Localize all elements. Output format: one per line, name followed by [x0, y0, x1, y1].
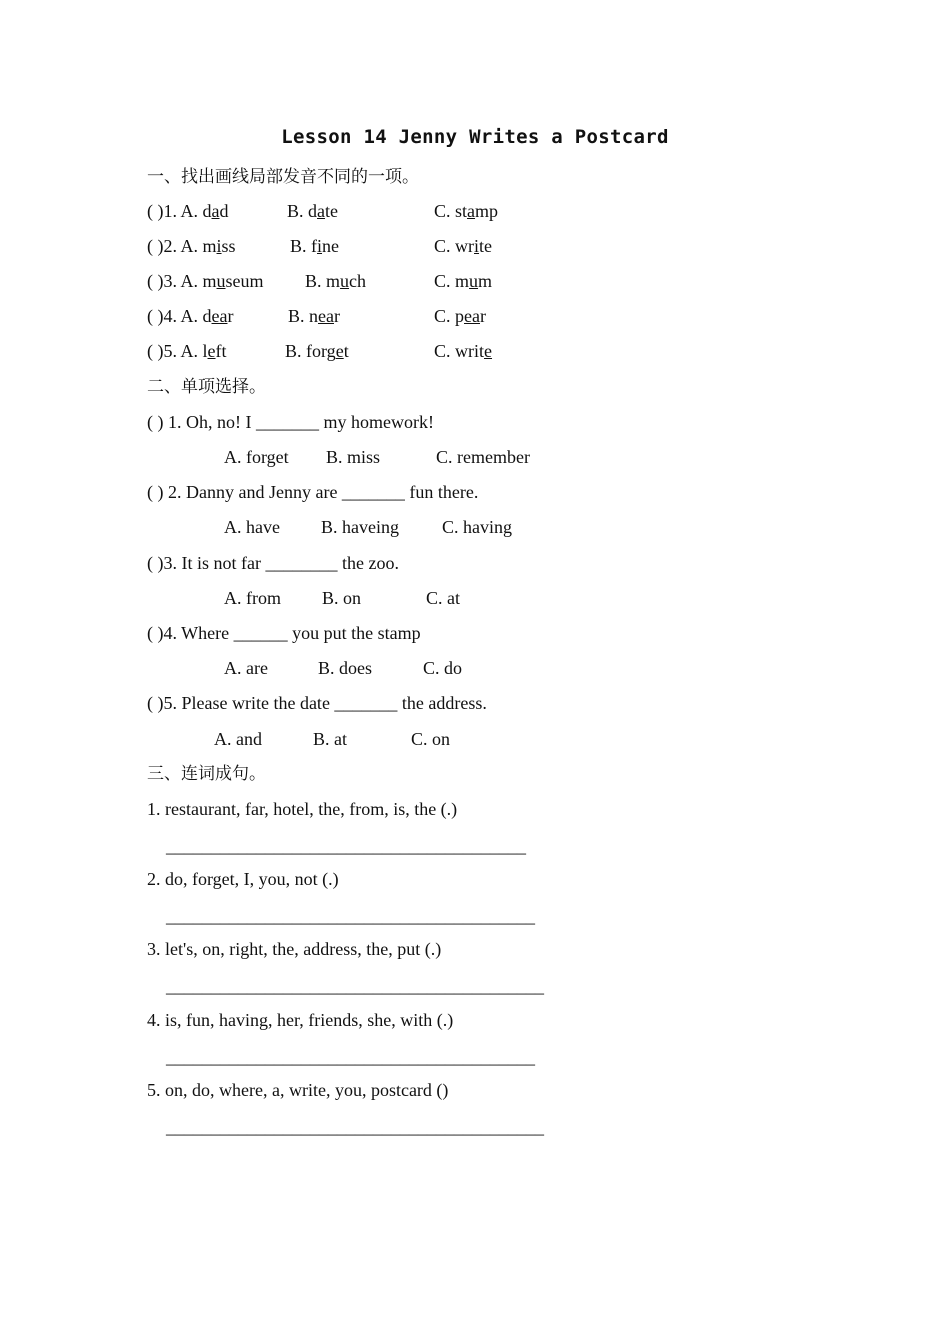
option-a: A. forget	[224, 447, 289, 467]
option-b: B. near	[288, 306, 340, 326]
answer-line-4[interactable]: _________________________________________	[166, 1047, 535, 1067]
section1-heading: 一、找出画线局部发音不同的一项。	[147, 167, 419, 187]
item-number: ( )3. A. museum	[147, 271, 264, 291]
item-number: ( )5. A. left	[147, 341, 227, 361]
option-a: A. are	[224, 658, 268, 678]
option-c: C. having	[442, 517, 512, 537]
option-a: A. from	[224, 588, 281, 608]
answer-line-3[interactable]: __________________________________________	[166, 976, 544, 996]
option-b: B. does	[318, 658, 372, 678]
option-c: C. at	[426, 588, 460, 608]
option-c: C. on	[411, 729, 451, 749]
sentence-prompt-4: 4. is, fun, having, her, friends, she, with (.)	[147, 1010, 454, 1030]
choice-question-4: ( )4. Where ______ you put the stamp	[147, 623, 421, 643]
choice-question-2: ( ) 2. Danny and Jenny are _______ fun there.	[147, 482, 479, 502]
option-b: B. miss	[326, 447, 381, 467]
answer-line-5[interactable]: __________________________________________	[166, 1117, 544, 1137]
answer-line-1[interactable]: ________________________________________	[166, 836, 526, 856]
sentence-prompt-3: 3. let's, on, right, the, address, the, put (.)	[147, 939, 442, 959]
item-number: ( )1. A. dad	[147, 201, 229, 221]
option-a: A. and	[214, 729, 262, 749]
choice-question-5: ( )5. Please write the date _______ the address.	[147, 693, 487, 713]
option-b: B. on	[322, 588, 362, 608]
worksheet-title: Lesson 14 Jenny Writes a Postcard	[281, 126, 669, 148]
option-b: B. forget	[285, 341, 349, 361]
option-c: C. write	[434, 341, 493, 361]
option-b: B. haveing	[321, 517, 399, 537]
option-c: C. pear	[434, 306, 486, 326]
option-b: B. much	[305, 271, 367, 291]
sentence-prompt-2: 2. do, forget, I, you, not (.)	[147, 869, 339, 889]
option-a: A. have	[224, 517, 280, 537]
section3-heading: 三、连词成句。	[147, 764, 266, 784]
option-b: B. date	[287, 201, 339, 221]
choice-question-1: ( ) 1. Oh, no! I _______ my homework!	[147, 412, 434, 432]
sentence-prompt-5: 5. on, do, where, a, write, you, postcard ()	[147, 1080, 449, 1100]
item-number: ( )2. A. miss	[147, 236, 236, 256]
answer-line-2[interactable]: _________________________________________	[166, 906, 535, 926]
option-c: C. stamp	[434, 201, 499, 221]
option-c: C. write	[434, 236, 493, 256]
item-number: ( )4. A. dear	[147, 306, 234, 326]
section2-heading: 二、单项选择。	[147, 377, 266, 397]
option-b: B. at	[313, 729, 347, 749]
option-c: C. remember	[436, 447, 530, 467]
sentence-prompt-1: 1. restaurant, far, hotel, the, from, is, the (.)	[147, 799, 458, 819]
option-b: B. fine	[290, 236, 340, 256]
choice-question-3: ( )3. It is not far ________ the zoo.	[147, 553, 399, 573]
option-c: C. do	[423, 658, 463, 678]
option-c: C. mum	[434, 271, 493, 291]
